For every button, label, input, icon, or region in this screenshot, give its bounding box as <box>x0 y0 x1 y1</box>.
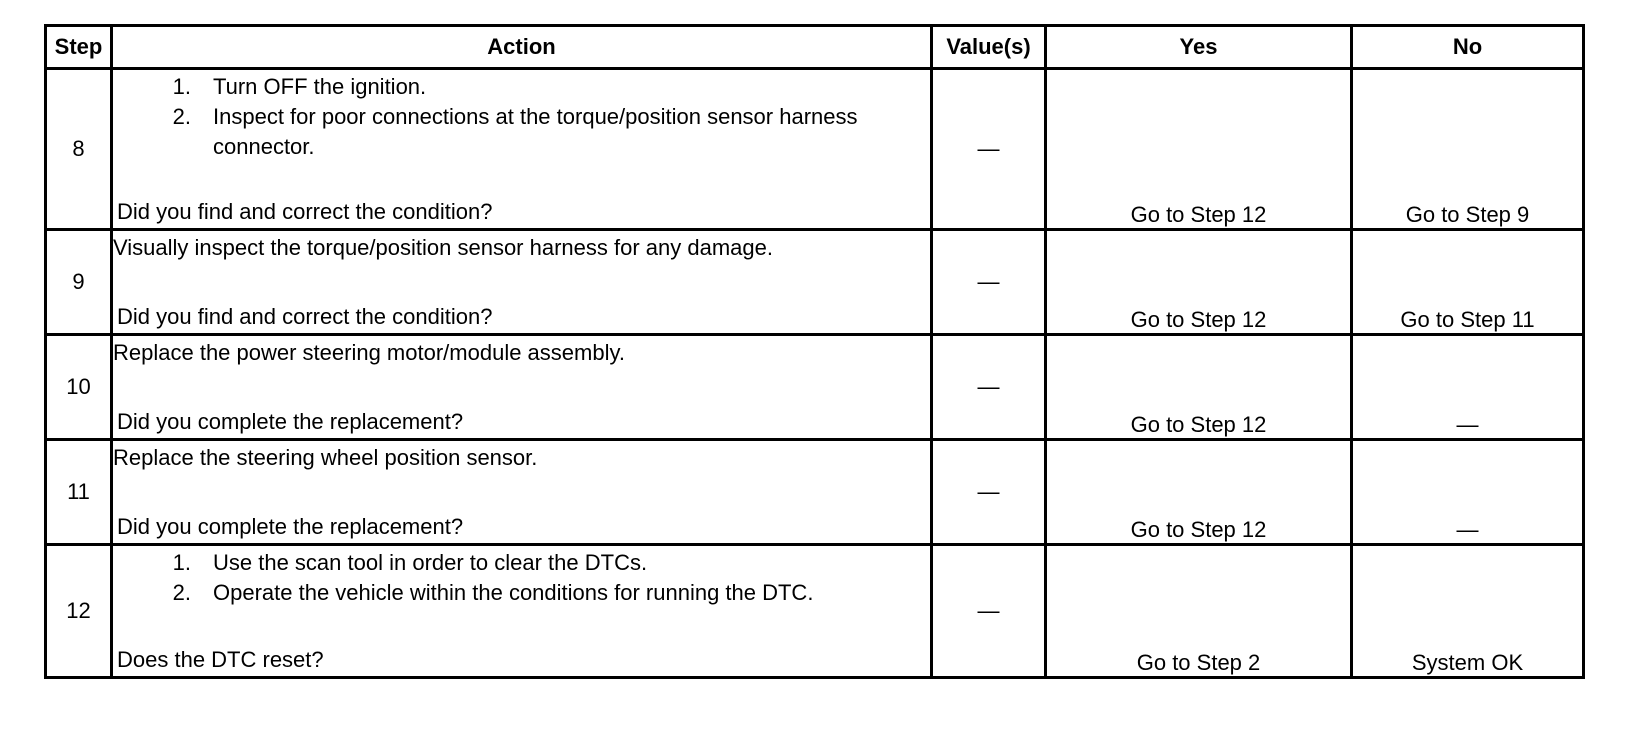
header-values: Value(s) <box>932 26 1046 69</box>
action-question: Did you complete the replacement? <box>117 409 464 434</box>
value-cell: — <box>932 545 1046 678</box>
value-cell: — <box>932 69 1046 230</box>
action-cell <box>112 335 932 440</box>
diagnostic-table <box>44 24 1585 679</box>
yes-cell: Go to Step 2 <box>1046 545 1352 678</box>
instruction-number: 2. <box>172 580 191 605</box>
action-cell <box>112 69 932 230</box>
step-number: 9 <box>46 230 112 335</box>
yes-cell: Go to Step 12 <box>1046 440 1352 545</box>
instruction-number: 1. <box>172 74 191 99</box>
table-row <box>46 440 1584 545</box>
instruction-number: 1. <box>172 550 191 575</box>
action-cell <box>112 545 932 678</box>
instruction-text: Visually inspect the torque/position sensor harness for any damage. <box>113 235 773 260</box>
action-cell <box>112 230 932 335</box>
table-row <box>46 230 1584 335</box>
instruction-text: Replace the steering wheel position sensor. <box>113 445 538 470</box>
step-number: 11 <box>46 440 112 545</box>
step-number: 12 <box>46 545 112 678</box>
step-number: 8 <box>46 69 112 230</box>
no-cell: System OK <box>1352 545 1584 678</box>
no-cell: Go to Step 11 <box>1352 230 1584 335</box>
instruction-text: Use the scan tool in order to clear the DTCs. <box>213 550 648 575</box>
table-row <box>46 69 1584 230</box>
header-no: No <box>1352 26 1584 69</box>
table-row <box>46 545 1584 678</box>
instruction-item <box>113 548 930 578</box>
step-number: 10 <box>46 335 112 440</box>
instruction-number: 2. <box>172 104 191 129</box>
yes-cell: Go to Step 12 <box>1046 335 1352 440</box>
action-question: Did you complete the replacement? <box>117 514 464 539</box>
action-question: Does the DTC reset? <box>117 647 324 672</box>
no-cell: — <box>1352 440 1584 545</box>
action-question: Did you find and correct the condition? <box>117 199 493 224</box>
header-action: Action <box>112 26 932 69</box>
no-cell: Go to Step 9 <box>1352 69 1584 230</box>
header-yes: Yes <box>1046 26 1352 69</box>
instruction-item <box>113 72 930 102</box>
table-row <box>46 335 1584 440</box>
instruction-text: Replace the power steering motor/module assembly. <box>113 340 625 365</box>
value-cell: — <box>932 230 1046 335</box>
table-header-row <box>46 26 1584 69</box>
value-cell: — <box>932 440 1046 545</box>
instruction-text: Operate the vehicle within the conditions for running the DTC. <box>213 580 814 605</box>
instruction-item <box>113 578 930 608</box>
yes-cell: Go to Step 12 <box>1046 230 1352 335</box>
header-step: Step <box>46 26 112 69</box>
instruction-list <box>113 548 930 608</box>
no-cell: — <box>1352 335 1584 440</box>
value-cell: — <box>932 335 1046 440</box>
action-question: Did you find and correct the condition? <box>117 304 493 329</box>
yes-cell: Go to Step 12 <box>1046 69 1352 230</box>
instruction-text: Turn OFF the ignition. <box>213 74 427 99</box>
instruction-text: Inspect for poor connections at the torque/position sensor harness connector. <box>213 104 858 159</box>
action-cell <box>112 440 932 545</box>
instruction-list <box>113 72 930 162</box>
instruction-item <box>113 102 930 162</box>
